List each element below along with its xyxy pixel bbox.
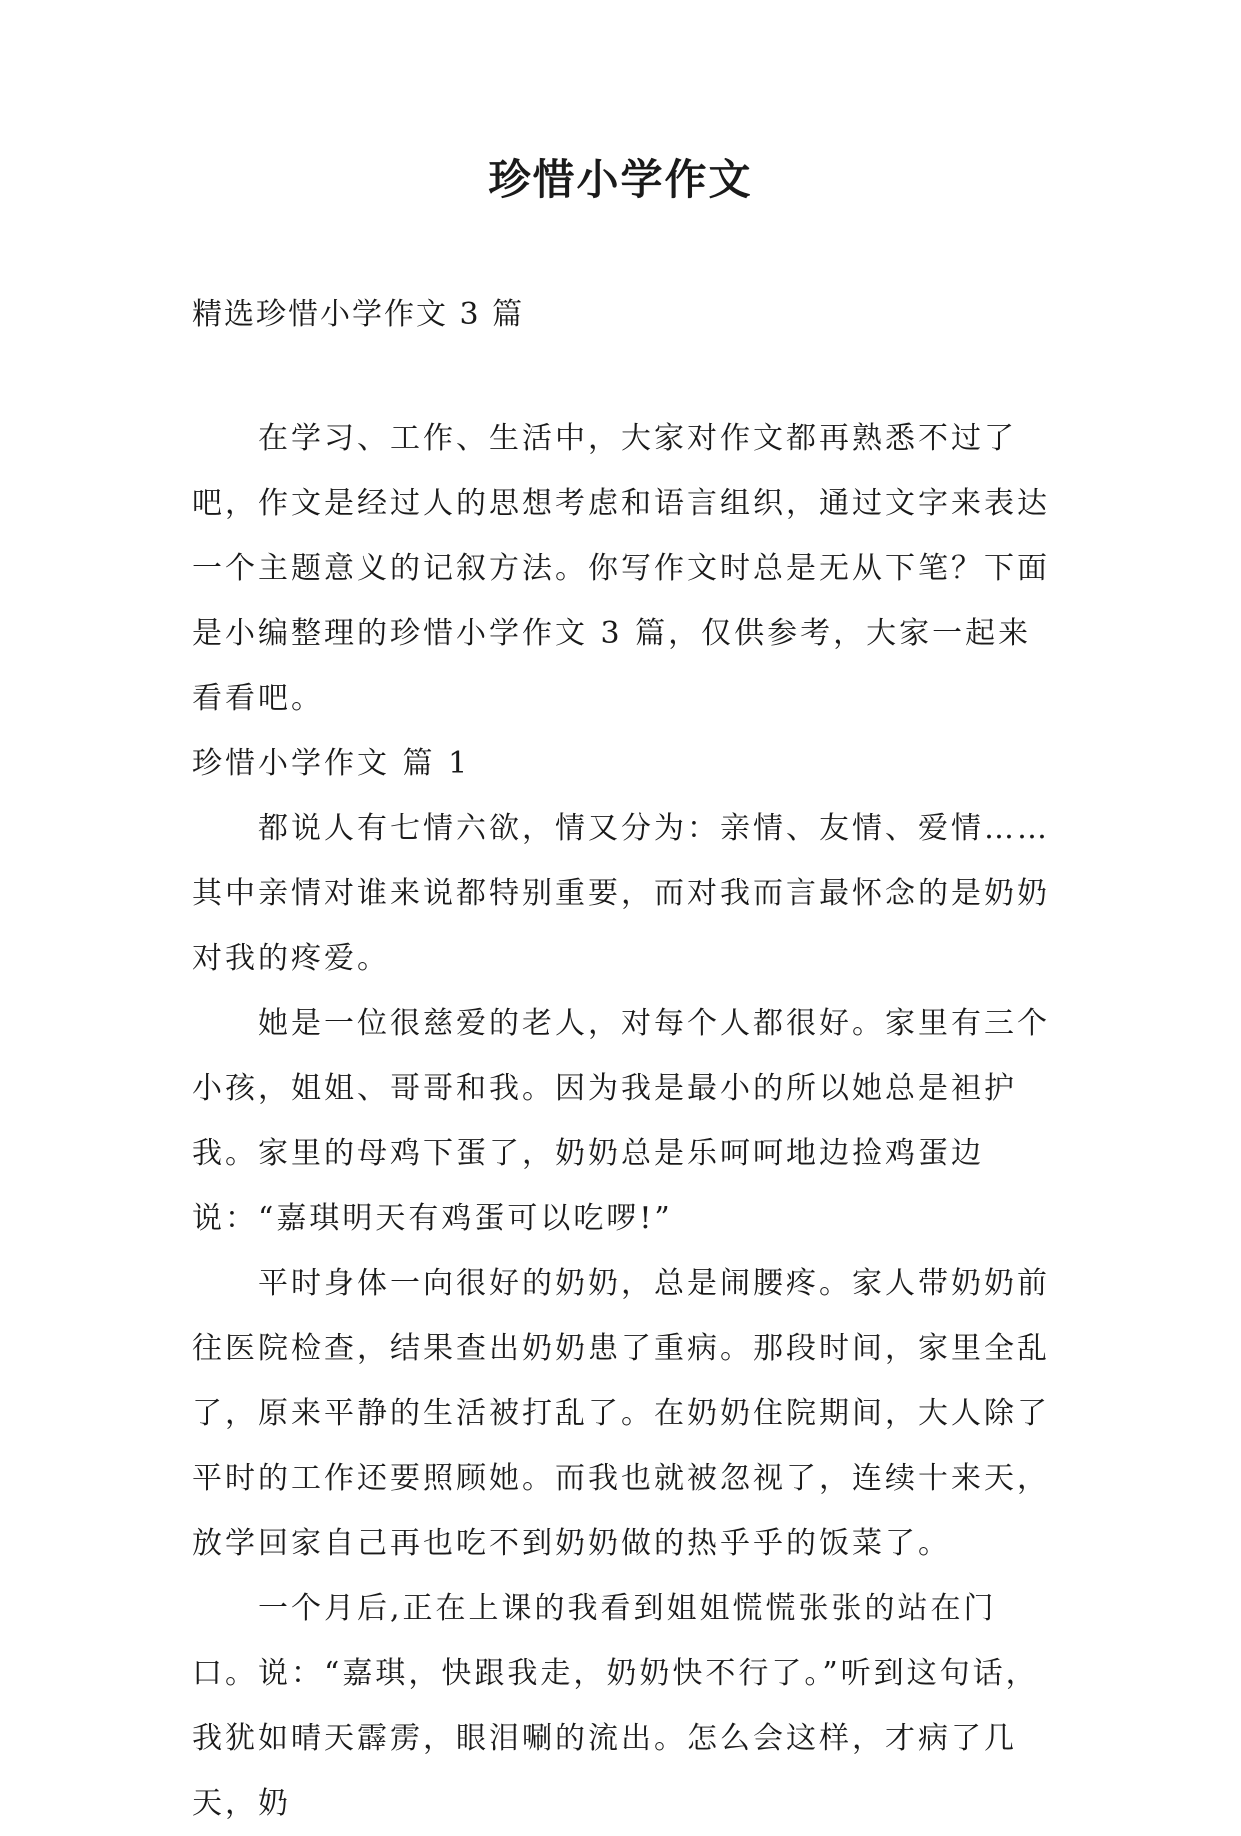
document-body (192, 406, 1062, 1836)
section-heading: 珍惜小学作文 篇 1 (192, 746, 471, 781)
intro-paragraph: 在学习、工作、生活中，大家对作文都再熟悉不过了吧，作文是经过人的思想考虑和语言组织，通过文字来表达一个主题意义的记叙方法。你写作文时总是无从下笔？下面是小编整理的珍惜小学作文 3 篇，仅供参考，大家一起来看看吧。 (192, 421, 1050, 716)
body-paragraph: 她是一位很慈爱的老人，对每个人都很好。家里有三个小孩，姐姐、哥哥和我。因为我是最小的所以她总是袒护我。家里的母鸡下蛋了，奶奶总是乐呵呵地边捡鸡蛋边说：“嘉琪明天有鸡蛋可以吃啰!” (192, 1006, 1050, 1236)
document-subtitle: 精选珍惜小学作文 3 篇 (192, 297, 525, 332)
body-paragraph: 一个月后,正在上课的我看到姐姐慌慌张张的站在门口。说：“嘉琪，快跟我走，奶奶快不行了。”听到这句话，我犹如晴天霹雳，眼泪唰的流出。怎么会这样，才病了几天，奶 (192, 1591, 1039, 1821)
body-paragraph: 平时身体一向很好的奶奶，总是闹腰疼。家人带奶奶前往医院检查，结果查出奶奶患了重病。那段时间，家里全乱了，原来平静的生活被打乱了。在奶奶住院期间，大人除了平时的工作还要照顾她。而我也就被忽视了，连续十来天，放学回家自己再也吃不到奶奶做的热乎乎的饭菜了。 (192, 1266, 1050, 1561)
document-title: 珍惜小学作文 (488, 155, 753, 204)
body-paragraph: 都说人有七情六欲，情又分为：亲情、友情、爱情……其中亲情对谁来说都特别重要，而对我而言最怀念的是奶奶对我的疼爱。 (192, 811, 1050, 976)
